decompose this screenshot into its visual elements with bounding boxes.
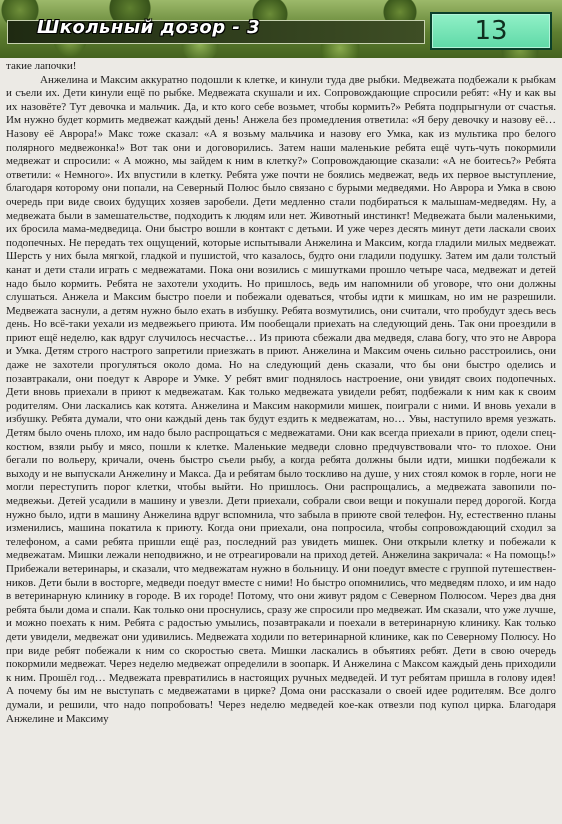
- page-number-box: [430, 12, 552, 50]
- article-paragraph: Анжелина и Максим аккуратно подошли к клетке, и кинули туда две рыбки. Медвежата подбежали к рыбкам и съели их. Дети кинули ещё по рыбке. Медвежата скушали и их. Сопровождающие спросили ребят: «Ну и как вы их назовёте? Тут девочка и мальчик. Да, и кто кого себе возьмет, чтобы кормить?» Ребята подпрыгнули от счастья. Им нужно будет кормить медвежат каждый день! Анжела без промедления ответила: «Я беру девочку и назову её… Назову её Аврора!» Макс тоже сказал: «А я возьму мальчика и назову его Умка, как из мультика про белого полярного медвежонка!» Вот так они и договорились. Затем наши маленькие ребята ещё чуть-чуть покормили медвежат и спросили: « А можно, мы зайдем к ним в клетку?» Сопровождающие сказали: «А не боитесь?» Ребята ответили: « Немного». Их впустили в клетку. Ребята уже почти не боялись медвежат, ведь их первое выступление, благодаря которому они попали, на Северный Полюс было связано с бурыми медведями. Но Аврора и Умка в свою очередь при виде своих будущих хозяев заробели. Дети медленно стали подбираться к малышам-медведям. Ну, а медвежата были в замешательстве, подходить к людям или нет. Животный инстинкт! Медвежата были маленькими, их бросила мама-медведица. Они быстро вошли в контакт с детьми. И уже через десять минут дети ласкали своих подопечных. Не передать тех ощущений, которые испытывали Анжелина и Максим, когда гладили милых медвежат. Шерсть у них была мягкой, гладкой и пушистой, что казалось, будто они гладили подушку. Затем им дали толстый канат и дети стали играть с медвежатами. Пока они возились с мишутками прошло четыре часа, медвежат и детей надо было кормить. Ребята не захотели уходить. Но пришлось, ведь им напомнили об уговоре, что они должны слушаться. Анжела и Максим быстро поели и побежали одеваться, чтобы идти к мишкам, но им не разрешили. Медвежата заснули, а детям нужно было ехать в избушку. Ребята возмутились, они считали, что пробудут здесь весь день. Но всё-таки уехали из медвежьего приюта. Им пообещали приехать на следующий день. Так они проездили в приют ещё неделю, как вдруг случилось несчастье… Из приюта сбежали два медведя, слава богу, что это не Аврора и Умка. Детям строго настрого запретили приезжать в приют. Анжелина и Максим очень сильно расстроились, они даже не захотели прогуляться около дома. Но на следующий день сказали, что бы они быстро оделись и позавтракали, они поедут к Авроре и Умке. У ребят вмиг поднялось настроение, они увидят своих подопечных. Дети вновь приехали в приют к медвежатам. Как только медвежата увидели ребят, подбежали к ним как к своим родителям. Они ласкались как котята. Анжелина и Максим накормили мишек, поиграли с ними. И вновь уехали в избушку. Ребята думали, что они каждый день так будут ездить к медвежатам, но… Увы, наступило время уезжать. Детям было очень плохо, им надо было распрощаться с медвежатами. Они как всегда приехали в приют, одели спец-костюм, взяли рыбу и мясо, пошли к клетке. Маленькие медведи словно предчувствовали что- то плохое. Они бегали по вольеру, кричали, очень быстро съели рыбу, а когда ребята должны были идти, мишки подбежали к выходу и не выпускали Анжелину и Макса. Да и ребятам было тоскливо на душе, у них стоял комок в горле, ноги не могли переступить порог клетки, чтобы выйти. Но пришлось. Они распрощались, а медвежата завопили по-медвежьи. Детей усадили в машину и увезли. Дети приехали, собрали свои вещи и покушали перед дорогой. Когда нужно было, идти в машину Анжелина вдруг вспомнила, что забыла в приюте свой телефон. Ну, естественно планы изменились, машина покатила к приюту. Когда они приехали, она попросила, чтобы сопровождающий сходил за телефоном, а сами ребята пришли ещё раз, последний раз увидеть мишек. Они открыли клетку и побежали к медвежатам. Мишки лежали неподвижно, и не отреагировали на приход детей. Анжелина закричала: « На помощь!» Прибежали ветеринары, и сказали, что медвежатам нужно в больницу. И они поедут вместе с группой путешественников. Дети были в восторге, медведи поедут вместе с ними! Но быстро опомнились, что медведям плохо, и им надо в ветеринарную клинику в городе. В их городе! Потому, что они живут рядом с Северном Полюсом. Через два дня ребята были дома и спали. Как только они проснулись, сразу же спросили про медвежат. Им сказали, что уже лучше, и можно поехать к ним. Ребята с радостью умылись, позавтракали и поехали в ветеринарную клинику. Как только дети увидели, медвежат они удивились. Медвежата ходили по ветеринарной клинике, как по Северному Полюсу. Но при виде ребят побежали к ним со скоростью света. Мишки ласкались в объятиях ребят. Дети в свою очередь покормили медвежат. Через неделю медвежат определили в зоопарк. И Анжелина с Максом каждый день приходили к ним. Прошёл год… Медвежата превратились в настоящих ручных медведей. И тут ребятам пришла в голову идея! А почему бы им не выступать с медвежатами в цирке? Дома они рассказали о своей идее родителям. Все долго думали, и решили, что надо попробовать! Через неделю медведей кое-как отвезли под купол цирка. Благодаря Анжелине и Максиму: [6, 73, 556, 725]
- magazine-title: Школьный дозор - 3: [37, 17, 261, 38]
- article-body: [6, 60, 556, 726]
- header-banner: [0, 0, 562, 58]
- page-number: 13: [474, 16, 508, 46]
- lead-line: такие лапочки!: [6, 60, 77, 72]
